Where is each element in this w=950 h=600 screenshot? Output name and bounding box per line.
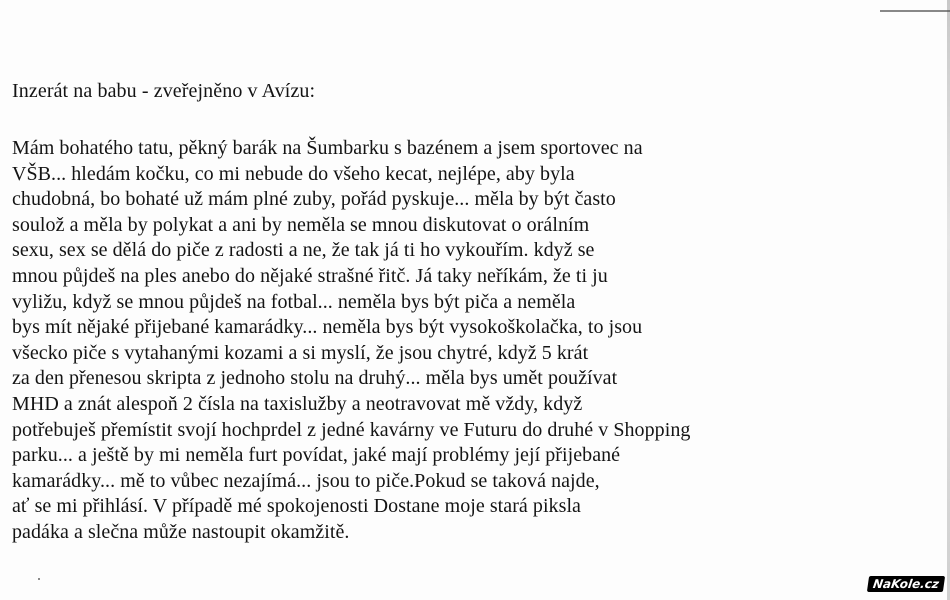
body-line: všecko piče s vytahanými kozami a si myslí, že jsou chytré, když 5 krát [12,341,589,364]
body-line: kamarádky... mě to vůbec nezajímá... jsou to piče.Pokud se taková najde, [12,469,600,492]
body-line: soulož a měla by polykat a ani by neměla se mnou diskutovat o orálním [12,213,590,236]
body-line: parku... a ještě by mi neměla furt povídat, jaké mají problémy její přijebané [12,444,621,467]
document-body [12,136,872,546]
scan-speck [38,578,40,580]
body-line: ať se mi přihlásí. V případě mé spokojenosti Dostane moje stará piksla [12,495,581,518]
scan-top-mark [880,10,950,12]
body-line: Mám bohatého tatu, pěkný barák na Šumbarku s bazénem a jsem sportovec na [12,137,643,159]
body-line: VŠB... hledám kočku, co mi nebude do všeho kecat, nejlépe, aby byla [12,162,575,185]
body-line: padáka a slečna může nastoupit okamžitě. [12,520,350,543]
body-line: MHD a znát alespoň 2 čísla na taxislužby a neotravovat mě vždy, když [12,392,583,415]
body-line: chudobná, bo bohaté už mám plné zuby, pořád pyskuje... měla by být často [12,188,616,211]
body-line: za den přenesou skripta z jednoho stolu na druhý... měla bys umět používat [12,367,618,390]
watermark-logo: NaKole.cz [867,576,945,592]
body-line: mnou půjdeš na ples anebo do nějaké strašné řitč. Já taky neříkám, že ti ju [12,264,608,287]
body-line: sexu, sex se dělá do piče z radosti a ne, že tak já ti ho vykouřím. když se [12,239,595,262]
body-line: vyližu, když se mnou půjdeš na fotbal... neměla bys být piča a neměla [12,290,576,313]
document-heading: Inzerát na babu - zveřejněno v Avízu: [12,80,316,102]
body-line: potřebuješ přemístit svojí hochprdel z jedné kavárny ve Futuru do druhé v Shopping [12,418,691,441]
body-line: bys mít nějaké přijebané kamarádky... neměla bys být vysokoškolačka, to jsou [12,316,643,339]
